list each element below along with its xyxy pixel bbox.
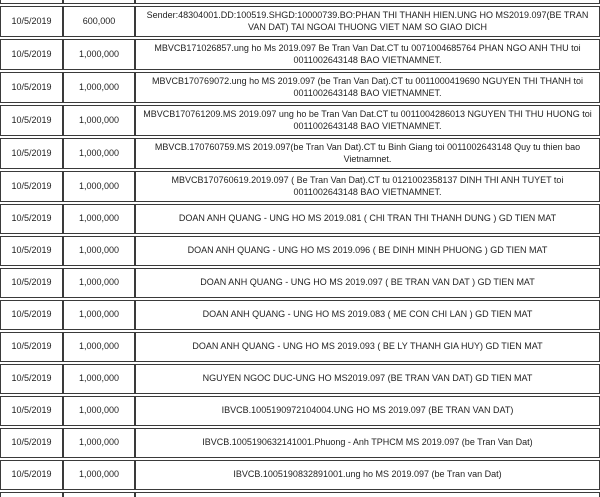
amount-cell: 1,000,000 <box>63 105 135 136</box>
description-cell: IBVCB.1005190832891001.ung ho MS 2019.097 (be Tran van Dat) <box>135 460 600 490</box>
description-cell: DOAN ANH QUANG - UNG HO MS 2019.097 ( BE TRAN VAN DAT ) GD TIEN MAT <box>135 268 600 298</box>
date-cell: 10/5/2019 <box>0 6 63 37</box>
partial-cell <box>135 492 600 497</box>
description-cell: MBVCB171026857.ung ho Ms 2019.097 Be Tran Van Dat.CT tu 0071004685764 PHAN NGO ANH THU toi 0011002643148 BAO VIETNAMNET. <box>135 39 600 70</box>
table-row <box>0 332 600 362</box>
description-cell: Sender:48304001.DD:100519.SHGD:10000739.BO:PHAN THI THANH HIEN.UNG HO MS2019.097(BE TRAN VAN DAT) TAI NGOAI THUONG VIET NAM SO GIAO DICH <box>135 6 600 37</box>
amount-cell: 600,000 <box>63 6 135 37</box>
amount-cell: 1,000,000 <box>63 364 135 394</box>
description-cell: MBVCB.170760759.MS 2019.097(be Tran Van Dat).CT tu Binh Giang toi 0011002643148 Quy tu thien bao Vietnamnet. <box>135 138 600 169</box>
amount-cell: 1,000,000 <box>63 138 135 169</box>
amount-cell: 1,000,000 <box>63 236 135 266</box>
date-cell: 10/5/2019 <box>0 300 63 330</box>
description-cell: MBVCB170760619.2019.097 ( Be Tran Van Dat).CT tu 0121002358137 DINH THI ANH TUYET toi 0011002643148 BAO VIETNAMNET. <box>135 171 600 202</box>
table-row <box>0 364 600 394</box>
date-cell: 10/5/2019 <box>0 364 63 394</box>
date-cell: 10/5/2019 <box>0 138 63 169</box>
date-cell: 10/5/2019 <box>0 72 63 103</box>
table-row <box>0 72 600 103</box>
amount-cell: 1,000,000 <box>63 268 135 298</box>
partial-cell <box>63 0 135 4</box>
table-row <box>0 138 600 169</box>
description-cell: NGUYEN NGOC DUC-UNG HO MS2019.097 (BE TRAN VAN DAT) GD TIEN MAT <box>135 364 600 394</box>
partial-cell <box>0 0 63 4</box>
amount-cell: 1,000,000 <box>63 300 135 330</box>
table-row <box>0 204 600 234</box>
partial-cell <box>0 492 63 497</box>
description-cell: MBVCB170769072.ung ho MS 2019.097 (be Tran Van Dat).CT tu 0011000419690 NGUYEN THI THANH toi 0011002643148 BAO VIETNAMNET. <box>135 72 600 103</box>
table-row <box>0 428 600 458</box>
table-row <box>0 460 600 490</box>
amount-cell: 1,000,000 <box>63 171 135 202</box>
date-cell: 10/5/2019 <box>0 396 63 426</box>
table-row <box>0 39 600 70</box>
amount-cell: 1,000,000 <box>63 332 135 362</box>
description-cell: IBVCB.1005190632141001.Phuong - Anh TPHCM MS 2019.097 (be Tran Van Dat) <box>135 428 600 458</box>
table-row <box>0 300 600 330</box>
amount-cell: 1,000,000 <box>63 428 135 458</box>
table-row <box>0 171 600 202</box>
amount-cell: 1,000,000 <box>63 39 135 70</box>
amount-cell: 1,000,000 <box>63 204 135 234</box>
amount-cell: 1,000,000 <box>63 396 135 426</box>
date-cell: 10/5/2019 <box>0 204 63 234</box>
date-cell: 10/5/2019 <box>0 460 63 490</box>
amount-cell: 1,000,000 <box>63 460 135 490</box>
date-cell: 10/5/2019 <box>0 105 63 136</box>
partial-cell <box>63 492 135 497</box>
description-cell: MBVCB170761209.MS 2019.097 ung ho be Tran Van Dat.CT tu 0011004286013 NGUYEN THI THU HUONG toi 0011002643148 BAO VIETNAMNET. <box>135 105 600 136</box>
table-row <box>0 236 600 266</box>
date-cell: 10/5/2019 <box>0 332 63 362</box>
table-row <box>0 396 600 426</box>
description-cell: DOAN ANH QUANG - UNG HO MS 2019.093 ( BE LY THANH GIA HUY) GD TIEN MAT <box>135 332 600 362</box>
table-row <box>0 6 600 37</box>
date-cell: 10/5/2019 <box>0 428 63 458</box>
partial-row-bottom <box>0 492 600 497</box>
table-row <box>0 105 600 136</box>
date-cell: 10/5/2019 <box>0 268 63 298</box>
description-cell: DOAN ANH QUANG - UNG HO MS 2019.096 ( BE DINH MINH PHUONG ) GD TIEN MAT <box>135 236 600 266</box>
date-cell: 10/5/2019 <box>0 39 63 70</box>
date-cell: 10/5/2019 <box>0 171 63 202</box>
description-cell: DOAN ANH QUANG - UNG HO MS 2019.083 ( ME CON CHI LAN ) GD TIEN MAT <box>135 300 600 330</box>
date-cell: 10/5/2019 <box>0 236 63 266</box>
partial-cell <box>135 0 600 4</box>
amount-cell: 1,000,000 <box>63 72 135 103</box>
description-cell: IBVCB.1005190972104004.UNG HO MS 2019.097 (BE TRAN VAN DAT) <box>135 396 600 426</box>
table-row <box>0 268 600 298</box>
partial-row-top <box>0 0 600 4</box>
description-cell: DOAN ANH QUANG - UNG HO MS 2019.081 ( CHI TRAN THI THANH DUNG ) GD TIEN MAT <box>135 204 600 234</box>
